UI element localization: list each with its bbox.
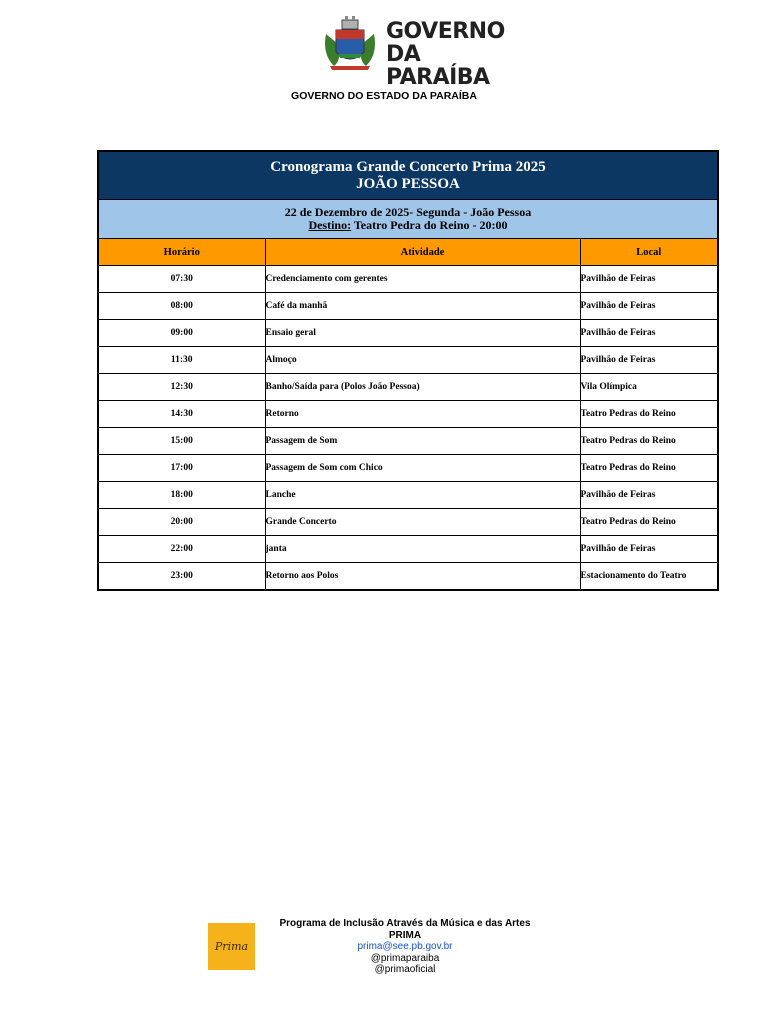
row-place: Vila Olímpica [580, 374, 718, 401]
row-place: Estacionamento do Teatro [580, 563, 718, 591]
destination-value: Teatro Pedra do Reino - 20:00 [351, 218, 508, 232]
table-row [98, 455, 718, 482]
row-time: 11:30 [98, 347, 265, 374]
logo-line-1: GOVERNO [386, 19, 505, 44]
row-time: 09:00 [98, 320, 265, 347]
contact-email-link[interactable]: prima@see.pb.gov.br [357, 941, 453, 952]
table-row [98, 320, 718, 347]
schedule-date-banner [98, 200, 718, 239]
table-row [98, 482, 718, 509]
row-place: Teatro Pedras do Reino [580, 401, 718, 428]
table-row [98, 293, 718, 320]
row-place: Pavilhão de Feiras [580, 293, 718, 320]
row-place: Pavilhão de Feiras [580, 320, 718, 347]
row-activity: Banho/Saída para (Polos João Pessoa) [265, 374, 580, 401]
row-time: 22:00 [98, 536, 265, 563]
prima-logo-text: Prima [214, 940, 249, 953]
prima-logo [208, 923, 255, 970]
row-time: 18:00 [98, 482, 265, 509]
row-activity: Café da manhã [265, 293, 580, 320]
table-row [98, 374, 718, 401]
title-line-1: Cronograma Grande Concerto Prima 2025 [270, 158, 546, 175]
column-header-place: Local [580, 239, 718, 266]
row-place: Pavilhão de Feiras [580, 266, 718, 293]
table-row [98, 509, 718, 536]
row-time: 23:00 [98, 563, 265, 591]
schedule-title [98, 151, 718, 200]
row-place: Teatro Pedras do Reino [580, 455, 718, 482]
row-time: 20:00 [98, 509, 265, 536]
row-activity: Credenciamento com gerentes [265, 266, 580, 293]
date-line: 22 de Dezembro de 2025- Segunda - João Pessoa [284, 205, 532, 219]
table-row [98, 347, 718, 374]
footer-contact-block [255, 918, 555, 976]
row-time: 14:30 [98, 401, 265, 428]
government-logo [320, 12, 520, 90]
row-time: 17:00 [98, 455, 265, 482]
table-row [98, 428, 718, 455]
row-activity: janta [265, 536, 580, 563]
state-government-subtitle: GOVERNO DO ESTADO DA PARAÍBA [291, 90, 477, 102]
row-time: 12:30 [98, 374, 265, 401]
row-activity: Retorno aos Polos [265, 563, 580, 591]
column-header-time: Horário [98, 239, 265, 266]
document-footer [0, 918, 768, 988]
social-handle-2: @primaoficial [374, 964, 436, 975]
program-name: Programa de Inclusão Através da Música e das Artes [279, 918, 531, 929]
table-row [98, 536, 718, 563]
destination-label: Destino: [308, 218, 352, 232]
row-time: 15:00 [98, 428, 265, 455]
row-place: Teatro Pedras do Reino [580, 428, 718, 455]
row-place: Pavilhão de Feiras [580, 536, 718, 563]
row-time: 08:00 [98, 293, 265, 320]
column-header-row [98, 239, 718, 266]
title-line-2: JOÃO PESSOA [356, 175, 460, 192]
row-place: Teatro Pedras do Reino [580, 509, 718, 536]
government-wordmark [386, 20, 520, 89]
table-row [98, 266, 718, 293]
row-place: Pavilhão de Feiras [580, 482, 718, 509]
destination-line [99, 219, 717, 232]
column-header-activity: Atividade [265, 239, 580, 266]
row-activity: Ensaio geral [265, 320, 580, 347]
table-row [98, 563, 718, 591]
row-time: 07:30 [98, 266, 265, 293]
row-activity: Lanche [265, 482, 580, 509]
schedule-table [97, 150, 719, 591]
row-activity: Passagem de Som [265, 428, 580, 455]
logo-line-2: DA PARAÍBA [386, 42, 490, 90]
row-activity: Retorno [265, 401, 580, 428]
coat-of-arms-icon [320, 14, 380, 72]
program-acronym: PRIMA [388, 929, 422, 941]
social-handle-1: @primaparaiba [370, 952, 440, 964]
row-place: Pavilhão de Feiras [580, 347, 718, 374]
row-activity: Passagem de Som com Chico [265, 455, 580, 482]
table-row [98, 401, 718, 428]
row-activity: Almoço [265, 347, 580, 374]
row-activity: Grande Concerto [265, 509, 580, 536]
